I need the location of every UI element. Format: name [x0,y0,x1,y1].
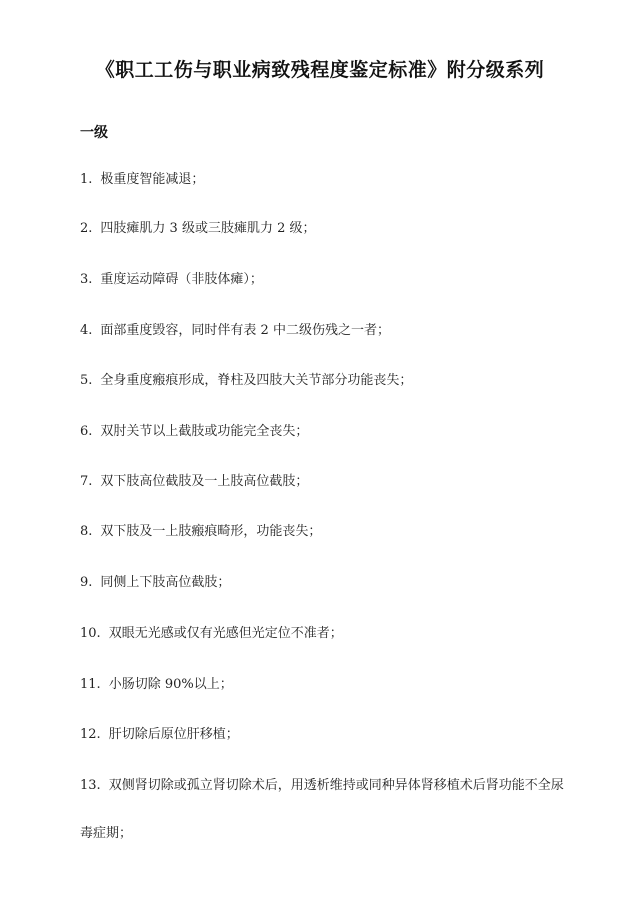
item-number: 5. [80,373,93,388]
item-number: 1. [80,172,93,187]
item-number: 10. [80,626,101,641]
list-item [80,171,580,189]
item-number: 8. [80,524,93,539]
list-item [80,523,580,541]
item-text: 双眼无光感或仅有光感但光定位不准者； [108,626,343,641]
list-item [80,574,580,592]
list-item [80,473,580,491]
item-text: 同侧上下肢高位截肢； [100,575,231,590]
item-text: 小肠切除 90%以上； [108,677,233,692]
item-number: 7. [80,474,93,489]
list-item [80,372,580,390]
list-item [80,726,580,744]
item-number: 6. [80,424,93,439]
item-number: 3. [80,272,93,287]
item-text: 双下肢高位截肢及一上肢高位截肢； [100,474,309,489]
item-number: 13. [80,778,101,793]
list-item [80,322,580,340]
list-item [80,271,580,289]
item-number: 4. [80,323,93,338]
item-text: 重度运动障碍（非肢体瘫）； [100,272,263,287]
item-number: 2. [80,221,93,236]
list-item [80,676,580,694]
item-text: 双侧肾切除或孤立肾切除术后，用透析维持或同种异体肾移植术后肾功能不全尿毒症期； [80,778,564,841]
item-text: 肝切除后原位肝移植； [108,727,239,742]
item-text: 面部重度毁容，同时伴有表 2 中二级伤残之一者； [100,323,390,338]
item-number: 11. [80,677,101,692]
document-title: 《职工工伤与职业病致残程度鉴定标准》附分级系列 [95,59,545,81]
item-text: 四肢瘫肌力 3 级或三肢瘫肌力 2 级； [100,221,316,236]
list-item [80,625,580,643]
list-item [80,423,580,441]
item-text: 极重度智能减退； [100,172,205,187]
list-item [80,220,580,238]
item-text: 双肘关节以上截肢或功能完全丧失； [100,424,309,439]
item-number: 9. [80,575,93,590]
item-text: 全身重度瘢痕形成，脊柱及四肢大关节部分功能丧失； [100,373,413,388]
section-heading-grade-1: 一级 [80,125,108,141]
item-text: 双下肢及一上肢瘢痕畸形，功能丧失； [100,524,322,539]
list-item [80,762,570,858]
item-number: 12. [80,727,101,742]
